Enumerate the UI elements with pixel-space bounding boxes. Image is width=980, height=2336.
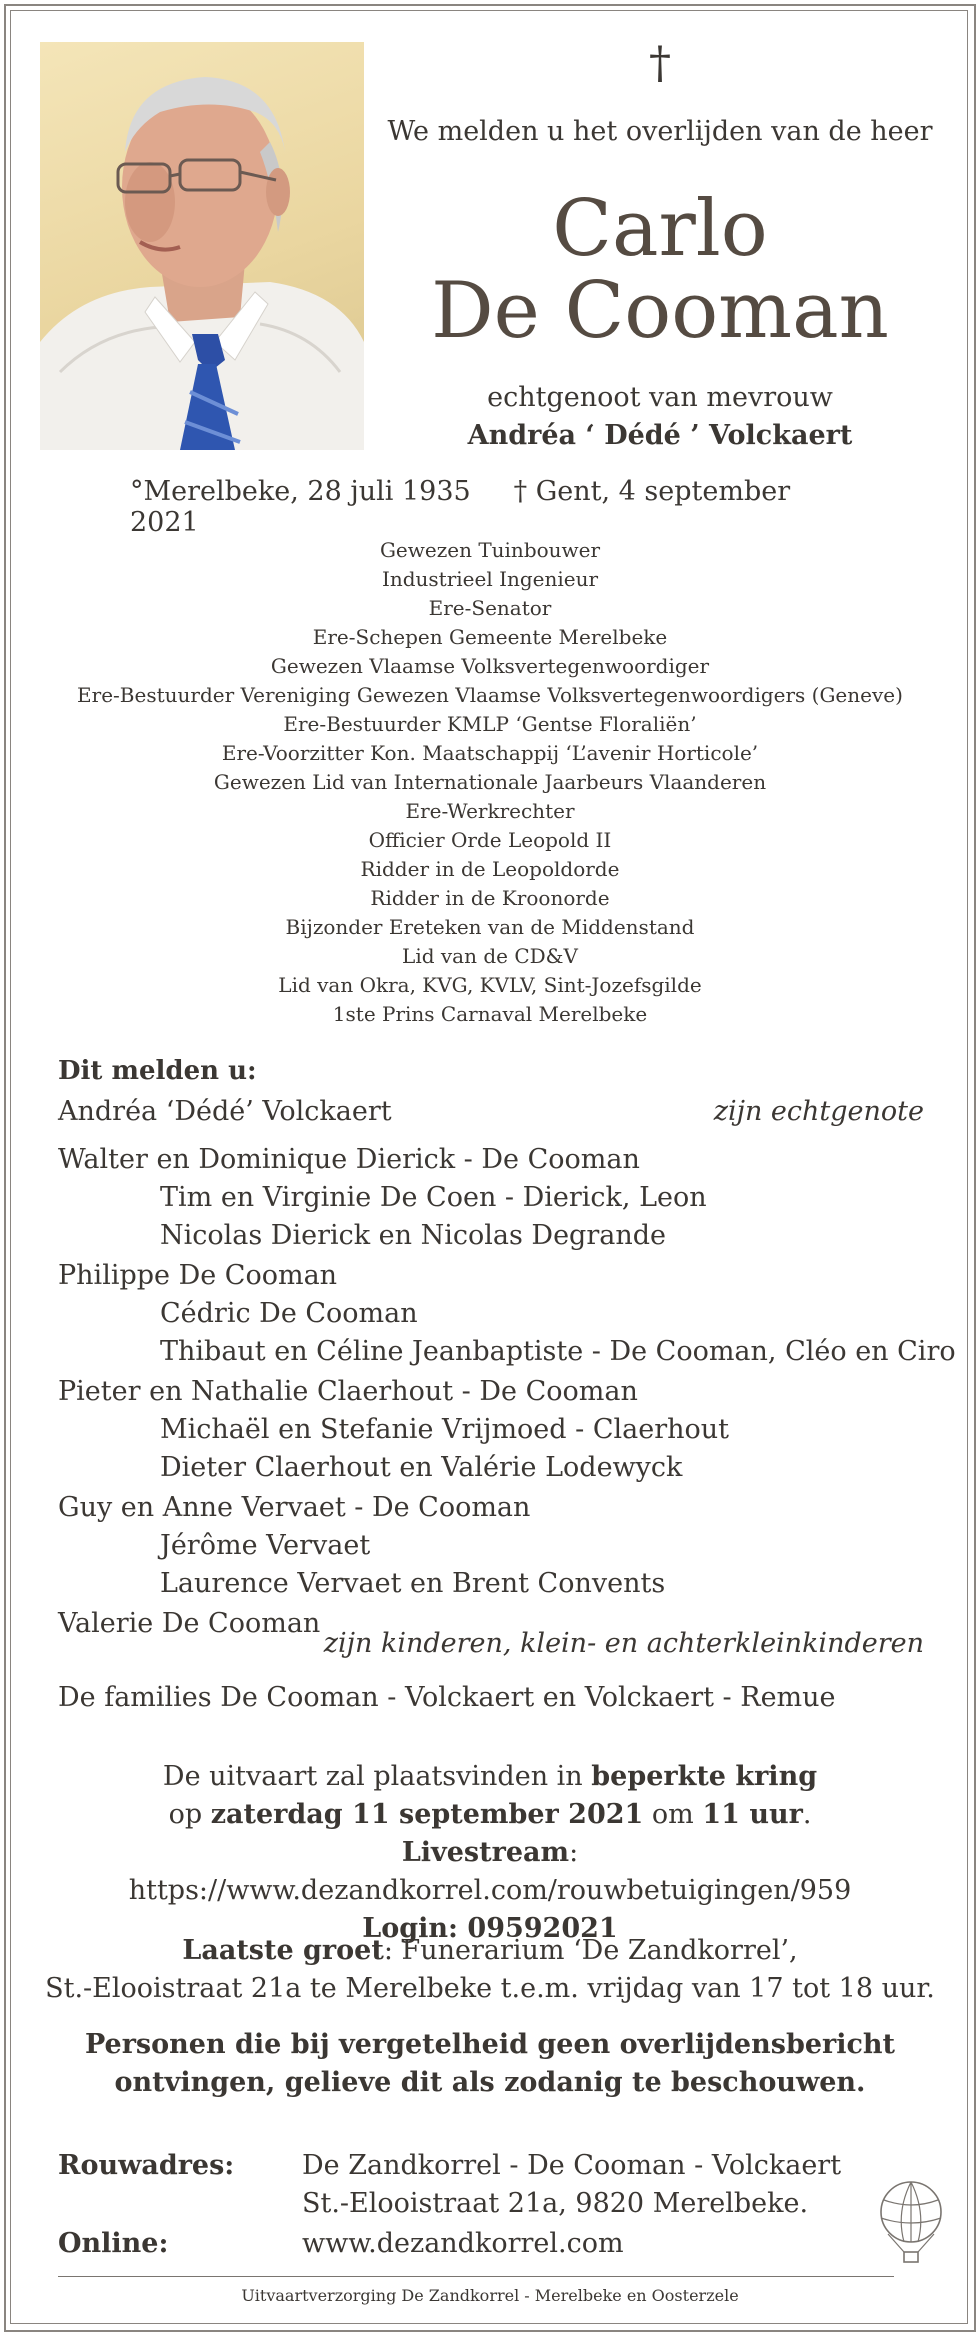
death-date: † Gent, 4 september 2021 [130, 476, 791, 538]
family-member: Philippe De Cooman [58, 1260, 338, 1291]
funeral-time: 11 uur [702, 1799, 803, 1830]
funeral-restricted: beperkte kring [591, 1761, 818, 1792]
funeral-period: . [802, 1799, 812, 1830]
title-item: Gewezen Tuinbouwer [379, 538, 601, 562]
deceased-last-name: De Cooman [431, 266, 889, 356]
family-member: Walter en Dominique Dierick - De Cooman [58, 1144, 640, 1175]
family-member: Nicolas Dierick en Nicolas Degrande [160, 1220, 666, 1251]
funeral-date: zaterdag 11 september 2021 [210, 1799, 644, 1830]
last-greeting [40, 1932, 940, 2008]
greeting-line-1 [40, 1932, 940, 1970]
titles-list [40, 536, 940, 1029]
notice-line-2: ontvingen, gelieve dit als zodanig te beschouwen. [114, 2067, 866, 2098]
livestream-link[interactable]: : https://www.dezandkorrel.com/rouwbetuigingen/959 [128, 1837, 852, 1906]
title-item: Ere-Schepen Gemeente Merelbeke [312, 625, 668, 649]
family-member: Thibaut en Céline Jeanbaptiste - De Cooman, Cléo en Ciro [160, 1336, 956, 1367]
portrait-illustration [40, 42, 364, 450]
title-item: Ere-Werkrechter [405, 799, 575, 823]
livestream-login: Login: 09592021 [362, 1913, 618, 1944]
title-item: Ere-Bestuurder Vereniging Gewezen Vlaamse Volksvertegenwoordigers (Geneve) [77, 683, 903, 707]
cross-symbol: † [649, 38, 671, 89]
livestream-label: Livestream [401, 1837, 570, 1868]
family-member: Jérôme Vervaet [160, 1530, 371, 1561]
funeral-line-1 [40, 1758, 940, 1796]
funeral-line-2 [40, 1796, 940, 1834]
title-item: Gewezen Vlaamse Volksvertegenwoordiger [270, 654, 710, 678]
address-line-2: St.-Elooistraat 21a, 9820 Merelbeke. [302, 2188, 809, 2219]
greeting-label: Laatste groet [182, 1935, 384, 1966]
portrait-photo [40, 42, 364, 450]
online-label: Online: [58, 2228, 169, 2259]
title-item: Gewezen Lid van Internationale Jaarbeurs Vlaanderen [213, 770, 767, 794]
title-item: Ridder in de Leopoldorde [360, 857, 620, 881]
children-role: zijn kinderen, klein- en achterkleinkinderen [323, 1628, 924, 1659]
extended-families: De families De Cooman - Volckaert en Volckaert - Remue [58, 1682, 836, 1713]
spouse-name: Andréa ‘ Dédé ’ Volckaert [467, 420, 853, 451]
title-item: Officier Orde Leopold II [368, 828, 612, 852]
family-member: Cédric De Cooman [160, 1298, 418, 1329]
greeting-location: : Funerarium ‘De Zandkorrel’, [383, 1935, 798, 1966]
footer-text: Uitvaartverzorging De Zandkorrel - Merelbeke en Oosterzele [241, 2286, 739, 2305]
title-item: Ridder in de Kroonorde [370, 886, 610, 910]
deceased-first-name: Carlo [552, 184, 768, 274]
notice-line-1: Personen die bij vergetelheid geen overlijdensbericht [84, 2029, 896, 2060]
announcement-intro: We melden u het overlijden van de heer [387, 116, 933, 147]
address-label: Rouwadres: [58, 2150, 235, 2181]
greeting-line-2: St.-Elooistraat 21a te Merelbeke t.e.m. vrijdag van 17 tot 18 uur. [45, 1973, 935, 2004]
footer-divider [58, 2276, 894, 2277]
family-header: Dit melden u: [58, 1056, 257, 1086]
notice [40, 2026, 940, 2102]
family-member: Dieter Claerhout en Valérie Lodewyck [160, 1452, 683, 1483]
life-dates [130, 476, 850, 538]
funeral-at-text: om [643, 1799, 703, 1830]
title-item: Lid van Okra, KVG, KVLV, Sint-Jozefsgilde [278, 973, 702, 997]
funeral-intro-text: De uitvaart zal plaatsvinden in [162, 1761, 592, 1792]
family-member: Laurence Vervaet en Brent Convents [160, 1568, 666, 1599]
livestream-line [40, 1834, 940, 1910]
address-line-1: De Zandkorrel - De Cooman - Volckaert [302, 2150, 842, 2181]
title-item: Lid van de CD&V [402, 944, 578, 968]
funeral-on-text: op [168, 1799, 211, 1830]
title-item: Ere-Senator [428, 596, 552, 620]
family-member: Michaël en Stefanie Vrijmoed - Claerhout [160, 1414, 730, 1445]
title-item: Industrieel Ingenieur [381, 567, 599, 591]
family-member: Valerie De Cooman [58, 1608, 321, 1639]
title-item: Ere-Bestuurder KMLP ‘Gentse Floraliën’ [283, 712, 697, 736]
title-item: 1ste Prins Carnaval Merelbeke [332, 1002, 648, 1026]
family-member: Pieter en Nathalie Claerhout - De Cooman [58, 1376, 638, 1407]
birth-date: °Merelbeke, 28 juli 1935 [130, 476, 471, 507]
balloon-logo-icon [876, 2180, 946, 2270]
family-member: Guy en Anne Vervaet - De Cooman [58, 1492, 531, 1523]
spouse-role: zijn echtgenote [713, 1096, 924, 1127]
title-item: Bijzonder Ereteken van de Middenstand [285, 915, 695, 939]
title-item: Ere-Voorzitter Kon. Maatschappij ‘L’avenir Horticole’ [221, 741, 759, 765]
funeral-info [40, 1758, 940, 1948]
family-spouse: Andréa ‘Dédé’ Volckaert [58, 1096, 392, 1127]
spouse-label: echtgenoot van mevrouw [487, 382, 833, 413]
family-member: Tim en Virginie De Coen - Dierick, Leon [160, 1182, 707, 1213]
online-link[interactable]: www.dezandkorrel.com [302, 2228, 624, 2259]
